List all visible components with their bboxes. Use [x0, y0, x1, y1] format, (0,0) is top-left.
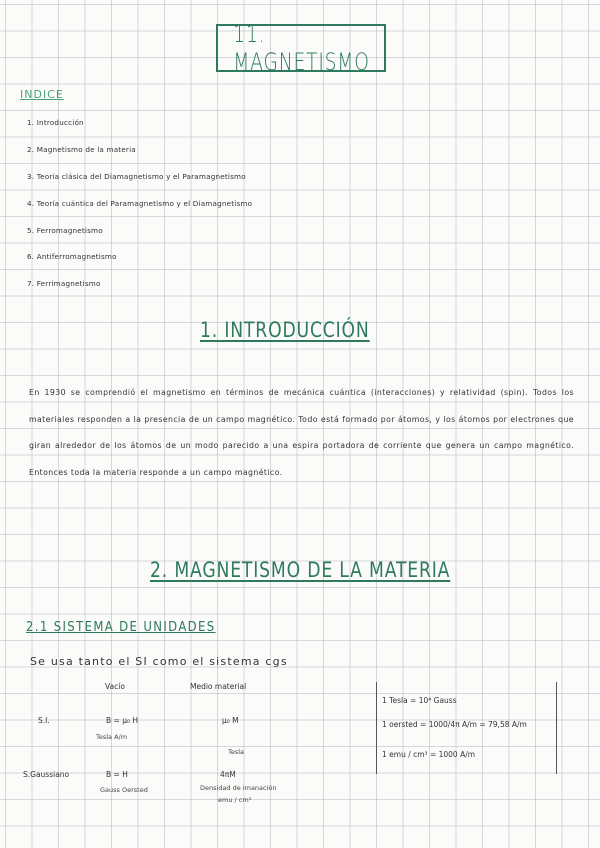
page-title-box	[216, 20, 386, 76]
cgs-vacio: B = H	[106, 770, 128, 779]
toc-item: 5. Ferromagnetismo	[27, 226, 103, 235]
section1-heading: 1. INTRODUCCIÓN	[200, 318, 370, 342]
cgs-label: S.Gaussiano	[23, 770, 70, 779]
cgs-vacio-units: Gauss Oersted	[100, 786, 148, 794]
subsection-heading: 2.1 SISTEMA DE UNIDADES	[26, 620, 216, 635]
units-intro: Se usa tanto el SI como el sistema cgs	[30, 655, 288, 668]
cgs-medio-units2: emu / cm³	[218, 796, 252, 804]
page-title: 11. MAGNETISMO	[232, 20, 370, 76]
toc-item: 1. Introducción	[27, 118, 84, 127]
cgs-medio-units: Densidad de imanación	[200, 784, 277, 792]
toc-item: 3. Teoría clásica del Diamagnetismo y el Paramagnetismo	[27, 172, 246, 181]
si-vacio-units: Tesla A/m	[96, 733, 128, 741]
section1-paragraph: En 1930 se comprendió el magnetismo en términos de mecánica cuántica (interacciones) y relatividad (spin). Todos los materiales responden a la presencia de un campo magnético. Todo está formado por átomos, y los átomos por electrones que giran alrededor de los átomos de un modo parecido a una espira portadora de corriente que genera un campo magnético. Entonces toda la materia responde a un campo magnético.	[29, 388, 574, 477]
si-medio-units: Tesla	[228, 748, 245, 756]
col-vacio-label: Vacío	[105, 682, 125, 691]
toc-item: 4. Teoría cuántica del Paramagnetismo y el Diamagnetismo	[27, 199, 253, 208]
conversion-emu: 1 emu / cm³ = 1000 A/m	[382, 750, 476, 759]
si-medio: μ₀ M	[222, 716, 239, 725]
conversion-bracket-right	[550, 682, 557, 774]
toc-item: 2. Magnetismo de la materia	[27, 145, 136, 154]
conversion-tesla-gauss: 1 Tesla = 10⁴ Gauss	[382, 696, 457, 705]
si-label: S.I.	[38, 716, 50, 725]
conversion-oersted: 1 oersted = 1000/4π A/m = 79,58 A/m	[382, 720, 527, 729]
cgs-medio: 4πM	[220, 770, 236, 779]
col-medio-label: Medio material	[190, 682, 247, 691]
section2-heading: 2. MAGNETISMO DE LA MATERIA	[150, 558, 451, 582]
si-vacio: B = μ₀ H	[106, 716, 138, 725]
toc-item: 6. Antiferromagnetismo	[27, 252, 117, 261]
index-label: INDICE	[20, 88, 64, 101]
toc-item: 7. Ferrimagnetismo	[27, 279, 101, 288]
